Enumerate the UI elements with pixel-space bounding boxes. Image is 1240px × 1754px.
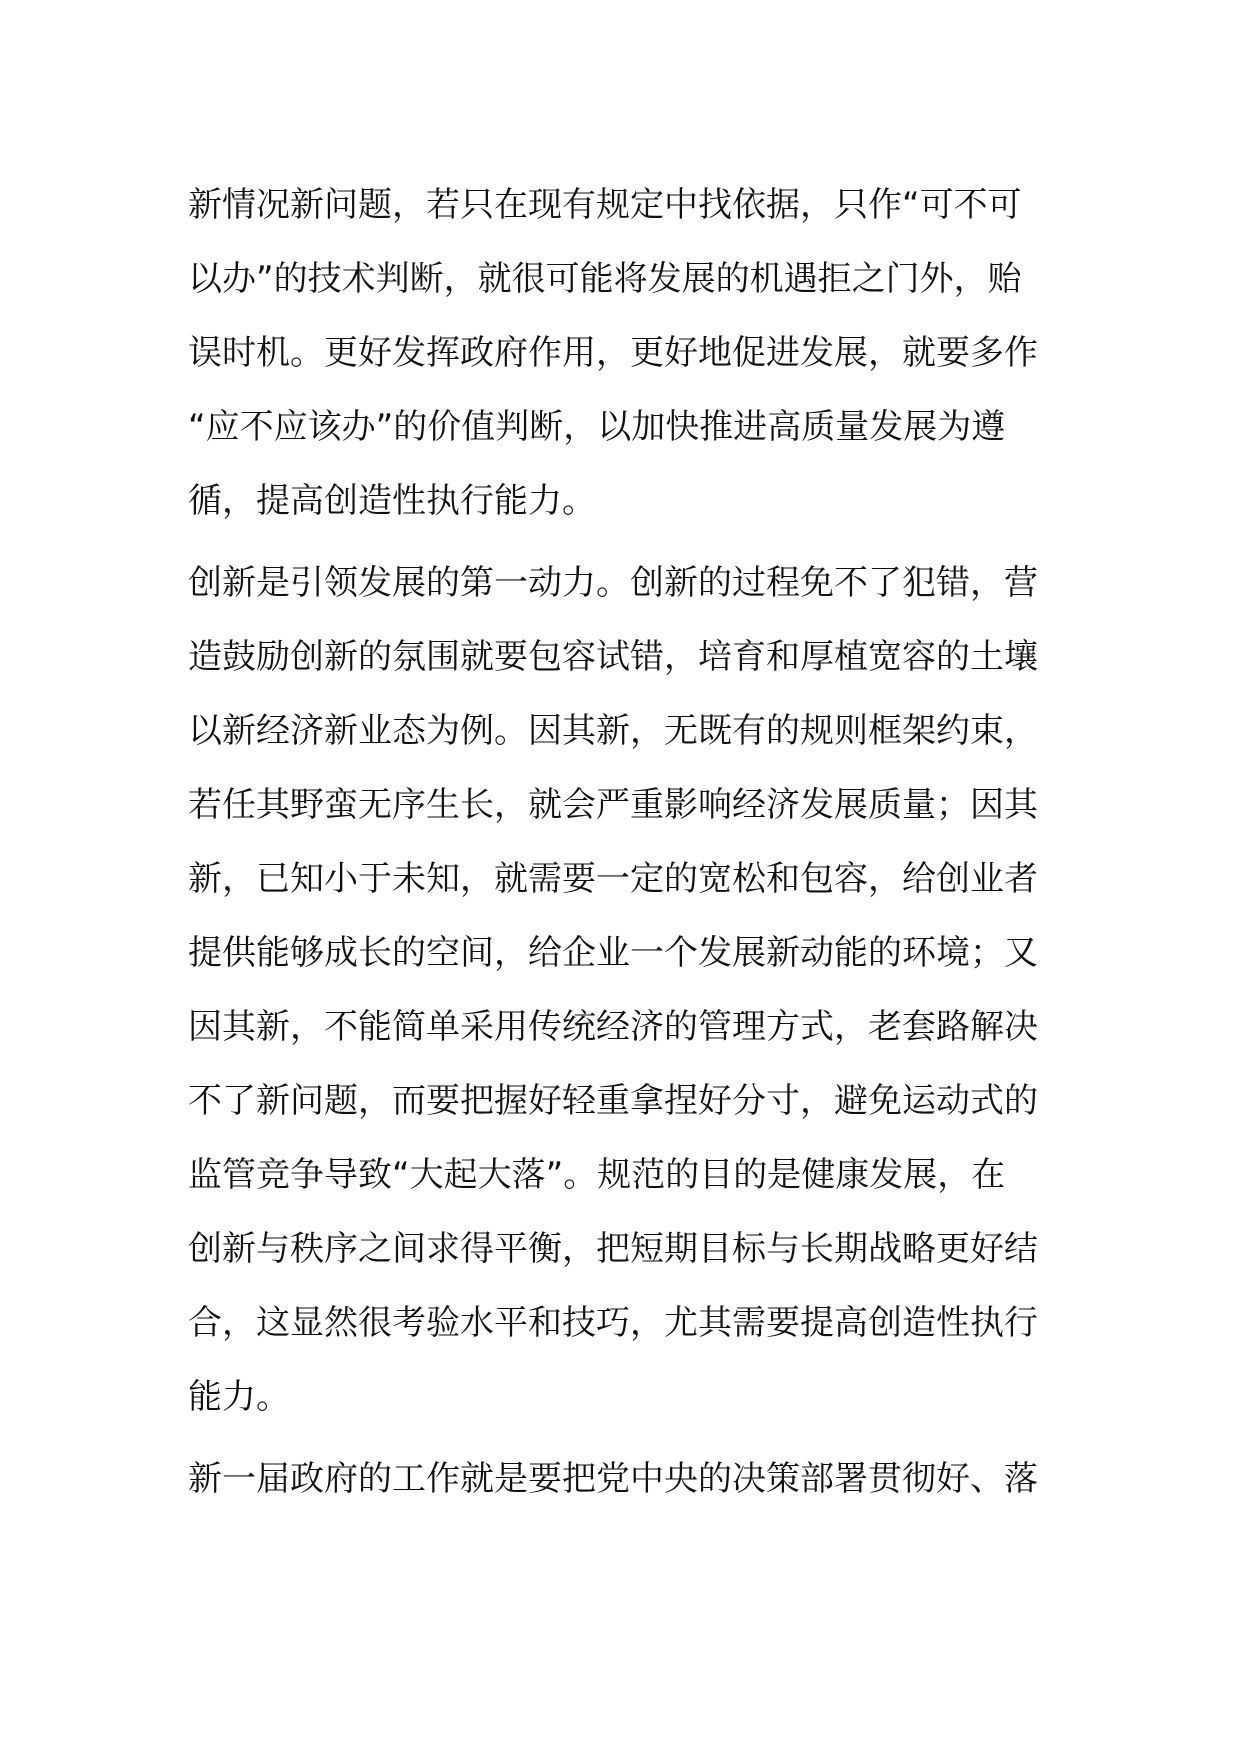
paragraph-1 — [188, 168, 1063, 538]
paragraph-line: 以新经济新业态为例。因其新，无既有的规则框架约束， — [188, 711, 1038, 751]
paragraph-line: 创新是引领发展的第一动力。创新的过程免不了犯错，营 — [188, 563, 1038, 603]
paragraph-line: 误时机。更好发挥政府作用，更好地促进发展，就要多作 — [188, 333, 1038, 373]
paragraph-line: 监管竞争导致“大起大落”。规范的目的是健康发展，在 — [188, 1155, 1006, 1195]
paragraph-line: 不了新问题，而要把握好轻重拿捏好分寸，避免运动式的 — [188, 1081, 1038, 1121]
paragraph-line: “应不应该办”的价值判断，以加快推进高质量发展为遵 — [188, 407, 1006, 447]
paragraph-line: 循，提高创造性执行能力。 — [188, 481, 596, 521]
paragraph-line: 提供能够成长的空间，给企业一个发展新动能的环境；又 — [188, 933, 1038, 973]
document-body — [188, 168, 1063, 1516]
paragraph-line: 若任其野蛮无序生长，就会严重影响经济发展质量；因其 — [188, 785, 1038, 825]
paragraph-3 — [188, 1442, 1063, 1516]
paragraph-line: 能力。 — [188, 1377, 290, 1417]
paragraph-line: 以办”的技术判断，就很可能将发展的机遇拒之门外，贻 — [188, 259, 1022, 299]
paragraph-line: 新，已知小于未知，就需要一定的宽松和包容，给创业者 — [188, 859, 1038, 899]
paragraph-line: 因其新，不能简单采用传统经济的管理方式，老套路解决 — [188, 1007, 1038, 1047]
paragraph-line: 新情况新问题，若只在现有规定中找依据，只作“可不可 — [188, 185, 1022, 225]
paragraph-line: 造鼓励创新的氛围就要包容试错，培育和厚植宽容的土壤 — [188, 637, 1038, 677]
paragraph-line: 合，这显然很考验水平和技巧，尤其需要提高创造性执行 — [188, 1303, 1038, 1343]
paragraph-spacer — [188, 538, 1063, 546]
paragraph-line: 创新与秩序之间求得平衡，把短期目标与长期战略更好结 — [188, 1229, 1038, 1269]
paragraph-2 — [188, 546, 1063, 1434]
paragraph-spacer — [188, 1434, 1063, 1442]
paragraph-line: 新一届政府的工作就是要把党中央的决策部署贯彻好、落 — [188, 1459, 1038, 1499]
